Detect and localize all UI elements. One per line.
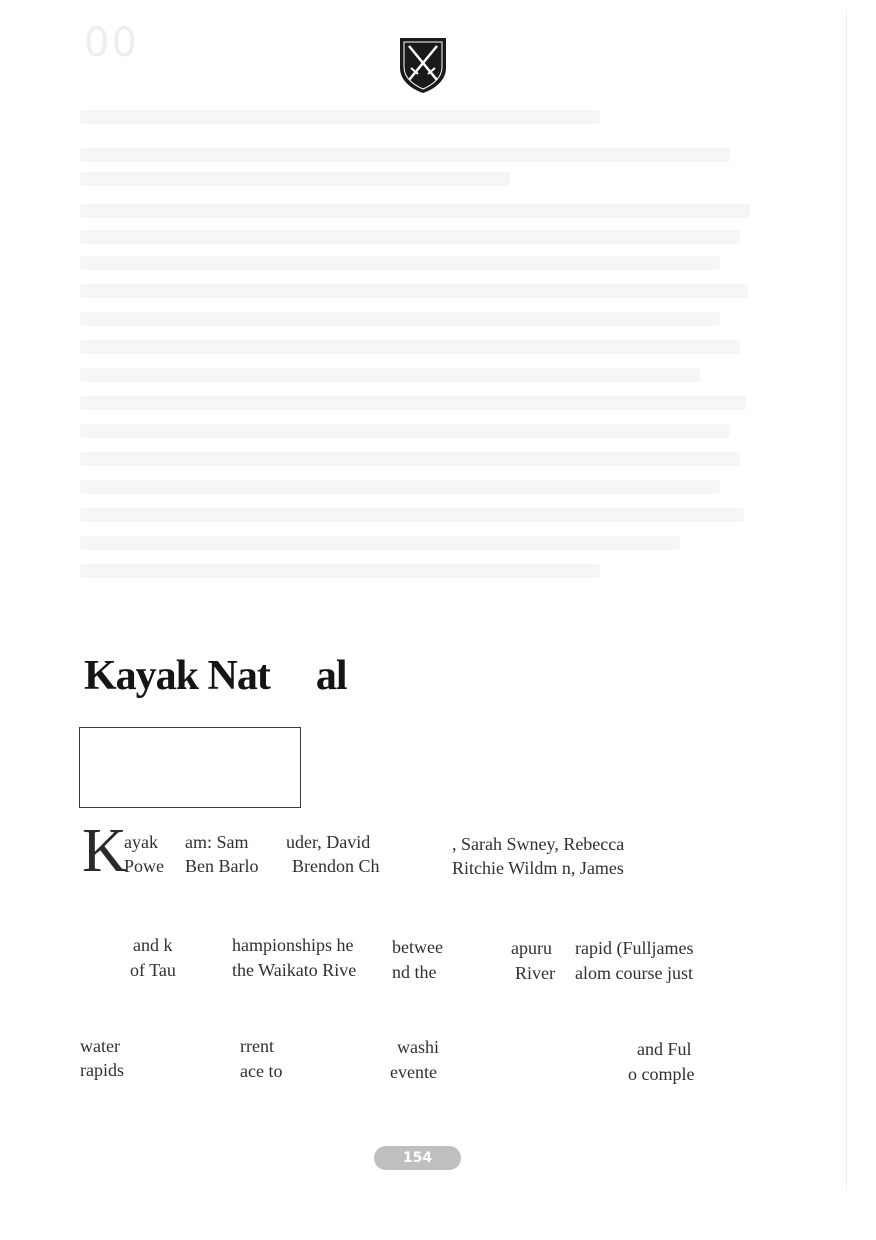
text-fragment: apuru xyxy=(511,938,552,958)
page-number: 154 xyxy=(374,1146,461,1170)
text-fragment: rrent xyxy=(240,1036,274,1056)
text-fragment: rapid (Fulljames xyxy=(575,938,694,958)
text-fragment: alom course just xyxy=(575,963,693,983)
text-fragment: rapids xyxy=(80,1060,124,1080)
text-fragment: water xyxy=(80,1036,120,1056)
drop-cap: K xyxy=(82,817,127,885)
text-fragment: of Tau xyxy=(130,960,176,980)
photo-placeholder xyxy=(79,727,301,808)
text-fragment: evente xyxy=(390,1062,437,1082)
text-fragment: and k xyxy=(133,935,173,955)
faded-header-text: 00 xyxy=(84,20,139,66)
page-edge-line xyxy=(846,10,847,1190)
crossed-swords-shield-icon xyxy=(398,36,448,94)
text-fragment: Powe xyxy=(124,856,164,876)
text-fragment: ayak xyxy=(124,832,158,852)
text-fragment: and Ful xyxy=(637,1039,692,1059)
text-fragment: the Waikato Rive xyxy=(232,960,357,980)
text-fragment: River xyxy=(515,963,555,983)
text-fragment: o comple xyxy=(628,1064,695,1084)
faded-show-through-text xyxy=(80,100,770,620)
article-heading xyxy=(84,652,347,700)
text-fragment: uder, David xyxy=(286,832,371,852)
text-fragment: Ritchie Wildm n, James xyxy=(452,858,624,878)
text-fragment: , Sarah Swney, Rebecca xyxy=(452,834,625,854)
text-fragment: nd the xyxy=(392,962,437,982)
text-fragment: hampionships he xyxy=(232,935,354,955)
text-fragment: Ben Barlo xyxy=(185,856,259,876)
text-fragment: ace to xyxy=(240,1061,283,1081)
heading-part-2: al xyxy=(315,653,347,699)
text-fragment: washi xyxy=(397,1037,439,1057)
text-fragment: betwee xyxy=(392,937,443,957)
text-fragment: Brendon Ch xyxy=(292,856,380,876)
text-fragment: am: Sam xyxy=(185,832,249,852)
heading-part-1: Kayak Nat xyxy=(84,653,270,699)
